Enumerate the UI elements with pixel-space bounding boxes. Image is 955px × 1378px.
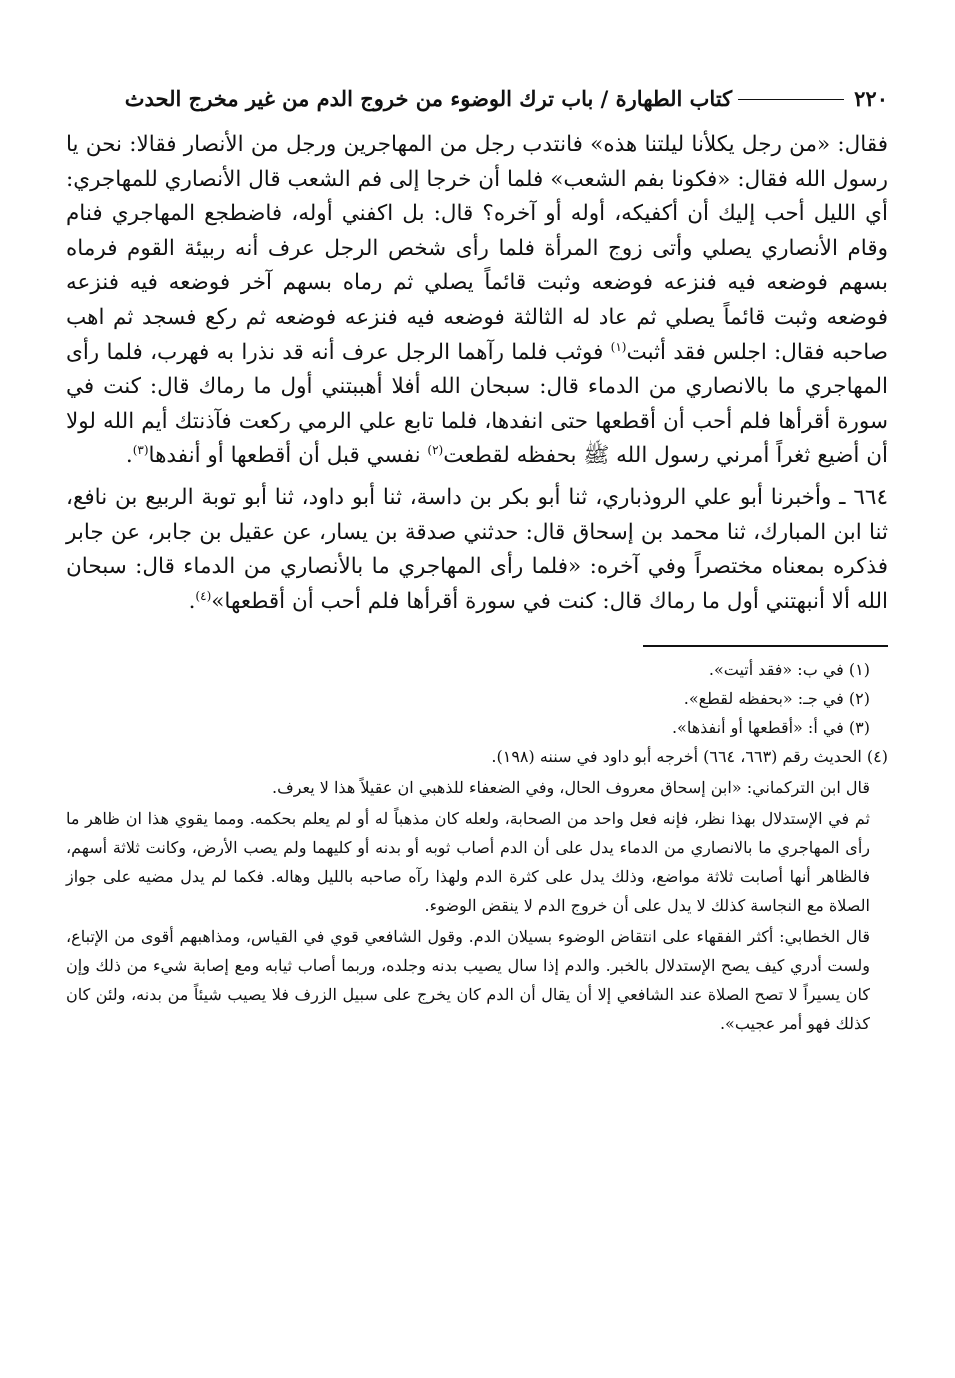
hadith-text: فقال: «من رجل يكلأنا ليلتنا هذه» فانتدب رجل من المهاجرين ورجل من الأنصار فقالا: نحن يا رسول الله فقال: «فكونا بفم الشعب» فلما أن خرجا إلى فم الشعب قال الأنصاري للمهاجري: أي الليل أحب إليك أن أكفيكه، أوله أو آخره؟ قال: بل اكفني أوله، فاضطجع المهاجري فنام وقام الأنصاري يصلي وأتى زوج المرأة فلما رأى شخص الرجل عرف أنه ربيئة القوم فرماه بسهم فوضعه فيه فنزعه فوضعه وثبت قائماً يصلي ثم رماه بسهم آخر فوضعه فيه فنزعه فوضعه وثبت قائماً يصلي ثم عاد له الثالثة فوضعه فيه فنزعه فوضعه ثم ركع فسجد ثم اهب صاحبه فقال: اجلس فقد أثبت [66,132,889,365]
footnote-4-turkmani: قال ابن التركماني: «ابن إسحاق معروف الحال، وفي الضعفاء للذهبي ان عقيلاً هذا لا يعرف. [272,778,870,798]
footnote-4: (٤) الحديث رقم (٦٦٣، ٦٦٤) أخرجه أبو داود في سننه (١٩٨). [491,747,888,767]
running-header [66,82,888,116]
footnote-separator [643,645,888,647]
page-number: ٢٢٠ [854,86,888,111]
header-rule [738,99,844,100]
running-title: كتاب الطهارة / باب ترك الوضوء من خروج الدم من غير مخرج الحدث [124,86,733,111]
paragraph-end-mark: . [188,588,196,614]
paragraph-end-mark: . [125,443,133,469]
footnote-ref-4: (٤) [195,588,212,603]
footnote-3: (٣) في أ: «أقطعها أو أنفذها». [671,718,870,738]
hadith-paragraph [66,128,888,474]
book-page [66,82,888,1038]
footnotes [66,655,888,1038]
footnote-2: (٢) في جـ: «بحفظه لقطع». [683,689,870,709]
hadith-664-paragraph [66,481,888,619]
main-text [66,128,888,619]
hadith-text-continued: فوثب فلما رآهما الرجل عرف أنه قد نذرا به فهرب، فلما رأى المهاجري ما بالانصاري من الدماء قال: سبحان الله أفلا أهببتني أول ما رماك قال: كنت في سورة أقرأها فلم أحب أن أقطعها حتى انفدها، فلما تابع علي الرمي ركعت فآذنتك أيم الله لولا أن أضيع ثغراً أمرني رسول الله ﷺ بحفظه لقطعت [66,339,888,469]
footnote-ref-1: (١) [610,339,627,354]
footnote-4-khattabi: قال الخطابي: أكثر الفقهاء على انتقاض الوضوء بسيلان الدم. وقول الشافعي قوي في القياس، ومذاهبهم أقوى من الإتباع، ولست أدري كيف يصح الإستدلال بالخبر. والدم إذا سال يصيب بدنه وجلده، وربما أصاب ثيابه ومع إصابة شيء من ذلك وإن كان يسيراً لا تصح الصلاة عند الشافعي إلا أن يقال أن الدم كان يخرج على سبيل الزرف فلا يصيب شيئاً من بدنه، ولئن كان كذلك فهو أمر عجيب». [66,927,870,1034]
footnote-1: (١) في ب: «فقد أتيت». [708,660,870,680]
footnote-ref-2: (٢) [427,443,444,458]
hadith-664-text: ٦٦٤ ـ وأخبرنا أبو علي الروذباري، ثنا أبو بكر بن داسة، ثنا أبو داود، ثنا أبو توبة الربيع بن نافع، ثنا ابن المبارك، ثنا محمد بن إسحاق قال: حدثني صدقة بن يسار، عن عقيل بن جابر، عن جابر فذكره بمعناه مختصراً وفي آخره: «فلما رأى المهاجري ما بالأنصاري من الدماء قال: سبحان الله ألا أنبهتني أول ما رماك قال: كنت في سورة أقرأها فلم أحب أن أقطعها» [66,484,888,614]
footnote-4-istidlal: ثم في الإستدلال بهذا نظر، فإنه فعل واحد من الصحابة، ولعله كان مذهباً له أو لم يعلم بحكمه. ومما يقوي هذا ان ظاهر ما رأى المهاجري ما بالانصاري من الدماء يدل على أن الدم أصاب ثوبه أو بدنه أو كليهما ولم يصب الأرض، وكانت ثلاثة أسهم، فالظاهر أنها أصابت ثلاثة مواضع، وذلك يدل على كثرة الدم ولهذا رآه صاحبه بالليل وهاله. فكما لم يدل مضيه على جواز الصلاة مع النجاسة كذلك لا يدل على أن خروج الدم لا ينقض الوضوء. [66,809,871,916]
footnote-ref-3: (٣) [132,443,149,458]
hadith-text-end: نفسي قبل أن أقطعها أو أنفدها [148,443,428,469]
